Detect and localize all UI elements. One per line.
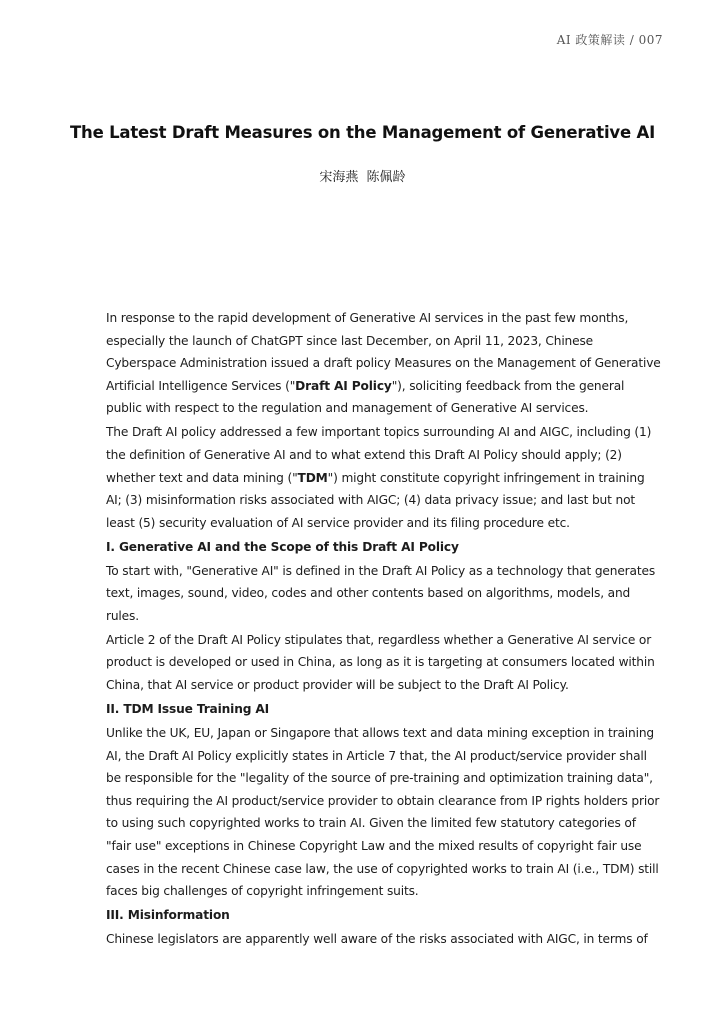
term-draft-ai-policy: Draft AI Policy	[295, 378, 392, 393]
paragraph-intro	[106, 307, 662, 420]
section-heading-2: II. TDM Issue Training AI	[106, 702, 270, 717]
paragraph-misinformation: Chinese legislators are apparently well aware of the risks associated with AIGC, in terms of	[106, 932, 648, 947]
authors: 宋海燕 陈佩龄	[319, 170, 406, 185]
paragraph-definition: To start with, "Generative AI" is defined in the Draft AI Policy as a technology that generates text, images, sound, video, codes and other contents based on algorithms, models, and rules.	[106, 563, 656, 623]
paragraph-intro-text-a: In response to the rapid development of Generative AI services in the past few months, especially the launch of ChatGPT since last December, on April 11, 2023, Chinese Cyberspace Administration issued a draft policy Measures on the Management of Generative Artificial Intelligence Services ("	[106, 311, 661, 393]
document-title: The Latest Draft Measures on the Management of Generative AI	[69, 123, 656, 142]
section-heading-3: III. Misinformation	[106, 908, 230, 923]
section-heading-1: I. Generative AI and the Scope of this Draft AI Policy	[106, 539, 459, 554]
paragraph-topics	[106, 421, 662, 534]
paragraph-topics-text-c: ") might constitute copyright infringement in training AI; (3) misinformation risks associated with AIGC; (4) data privacy issue; and last but not least (5) security evaluation of AI service provider and its filing procedure etc.	[106, 470, 645, 530]
paragraph-topics-text-a: The Draft AI policy addressed a few important topics surrounding AI and AIGC, including (1) the definition of Generative AI and to what extend this Draft AI Policy should apply; (2) whether text and data mining ("	[106, 425, 652, 485]
paragraph-tdm: Unlike the UK, EU, Japan or Singapore that allows text and data mining exception in training AI, the Draft AI Policy explicitly states in Article 7 that, the AI product/service provider shall be responsible for the "legality of the source of pre-training and optimization training data", thus requiring the AI product/service provider to obtain clearance from IP rights holders prior to using such copyrighted works to train AI. Given the limited few statutory categories of "fair use" exceptions in Chinese Copyright Law and the mixed results of copyright fair use cases in the recent Chinese case law, the use of copyrighted works to train AI (i.e., TDM) still faces big challenges of copyright infringement suits.	[106, 726, 660, 899]
page-header: AI 政策解读 / 007	[556, 33, 663, 47]
paragraph-article-2: Article 2 of the Draft AI Policy stipulates that, regardless whether a Generative AI service or product is developed or used in China, as long as it is targeting at consumers located within China, that AI service or product provider will be subject to the Draft AI Policy.	[106, 632, 655, 693]
article-body	[106, 307, 662, 952]
term-tdm: TDM	[297, 470, 328, 485]
paragraph-intro-text-c: "), soliciting feedback from the general public with respect to the regulation and management of Generative AI services.	[106, 378, 625, 416]
